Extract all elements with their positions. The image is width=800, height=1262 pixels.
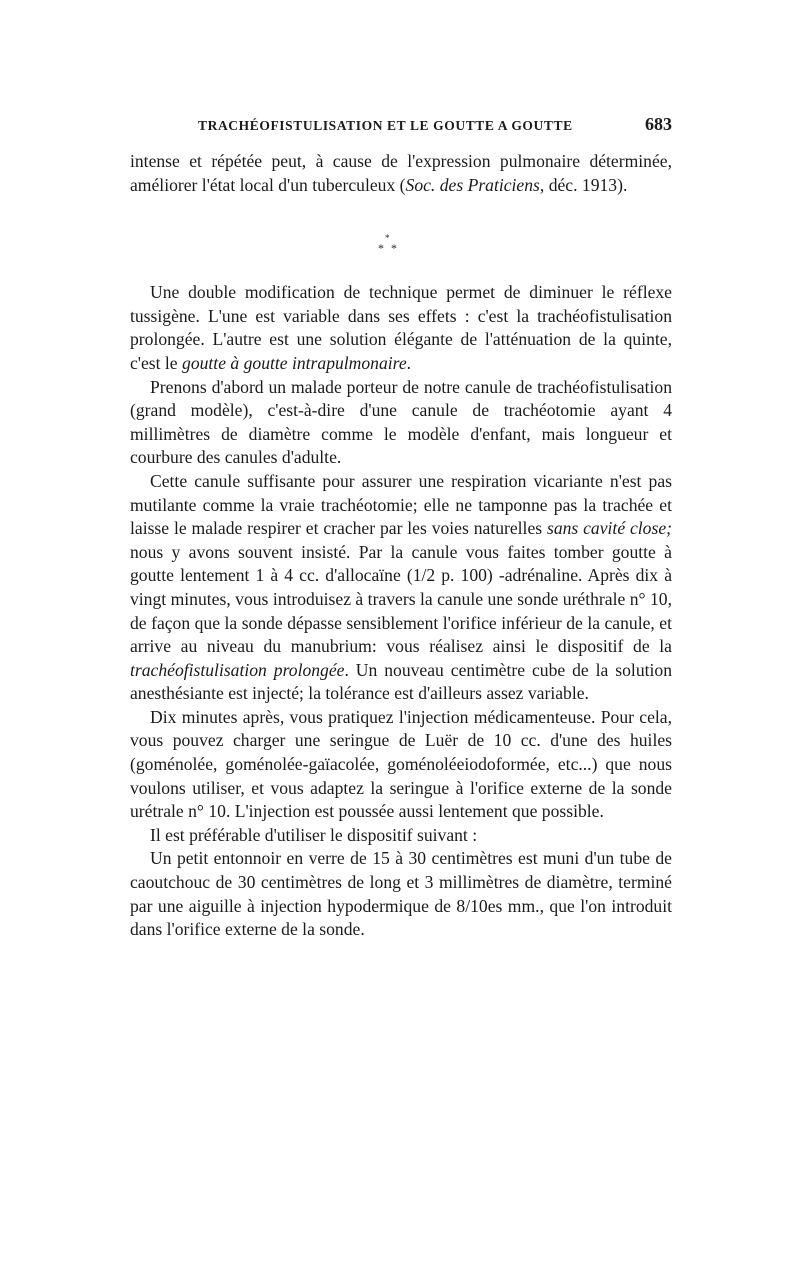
paragraph-text: Prenons d'abord un malade porteur de notre canule de trachéofistulisation (grand modèle), c'est-à-dire d'une canule de trachéotomie ayant 4 millimètres de diamètre comme le modèle d'enfant, mais longueur et courbure des canules d'adulte. <box>130 376 672 468</box>
paragraph-text: . <box>406 352 412 373</box>
emphasis-italic: sans cavité close; <box>546 518 672 539</box>
paragraph <box>130 470 672 706</box>
paragraph <box>130 281 672 375</box>
page-header <box>130 114 672 140</box>
separator-stars-bottom: * * <box>378 241 399 256</box>
section-separator <box>130 197 672 281</box>
paragraph-text: Dix minutes après, vous pratiquez l'injection médicamenteuse. Pour cela, vous pouvez charger une seringue de Luër de 10 cc. d'une des huiles (goménolée, goménolée-gaïacolée, goménoléeiodoformée, etc...) que nous voulons utiliser, et vous adaptez la seringue à l'orifice externe de la sonde urétrale n° 10. L'injection est poussée aussi lentement que possible. <box>130 706 672 822</box>
running-head: TRACHÉOFISTULISATION ET LE GOUTTE A GOUTTE <box>198 118 573 133</box>
paragraph <box>130 376 672 470</box>
citation-italic: Soc. des Praticiens <box>405 174 540 195</box>
separator-star-top: * <box>385 233 392 244</box>
paragraph-text: intense et répétée peut, à cause de l'expression pulmonaire déterminée, améliorer l'état local d'un tuberculeux ( <box>130 151 672 195</box>
paragraph-text: Un petit entonnoir en verre de 15 à 30 centimètres est muni d'un tube de caoutchouc de 30 centimètres de long et 3 millimètres de diamètre, terminé par une aiguille à injection hypodermique de 8/10es mm., que l'on introduit dans l'orifice externe de la sonde. <box>130 848 672 940</box>
paragraph-text: , déc. 1913). <box>539 174 628 195</box>
emphasis-italic: trachéofistulisation prolongée <box>130 659 345 680</box>
paragraph-text: nous y avons souvent insisté. Par la canule vous faites tomber goutte à goutte lentement 1 à 4 cc. d'allocaïne (1/2 p. 100) -adrénaline. Après dix à vingt minutes, vous introduisez à travers la canule une sonde uréthrale n° 10, de façon que la sonde dépasse sensiblement l'orifice inférieur de la canule, et arrive au niveau du manubrium: vous réalisez ainsi le dispositif de la <box>130 541 672 657</box>
paragraph-text: . Un nouveau centimètre cube de la solution anesthésiante est injecté; la tolérance est d'ailleurs assez variable. <box>130 659 672 704</box>
paragraph <box>130 706 672 824</box>
body-text <box>130 150 672 942</box>
paragraph <box>130 824 672 848</box>
paragraph-continued <box>130 150 672 197</box>
paragraph-text: Cette canule suffisante pour assurer une respiration vicariante n'est pas mutilante comme la vraie trachéotomie; elle ne tamponne pas la trachée et laisse le malade respirer et cracher par les voies naturelles <box>130 470 672 539</box>
paragraph-text: Une double modification de technique permet de diminuer le réflexe tussigène. L'une est variable dans ses effets : c'est la trachéofistulisation prolongée. L'autre est une solution élégante de l'atténuation de la quinte, c'est le <box>130 282 672 373</box>
page-number: 683 <box>645 114 672 134</box>
paragraph-text: Il est préférable d'utiliser le dispositif suivant : <box>150 824 478 845</box>
paragraph <box>130 847 672 941</box>
emphasis-italic: goutte à goutte intrapulmonaire <box>182 352 407 373</box>
